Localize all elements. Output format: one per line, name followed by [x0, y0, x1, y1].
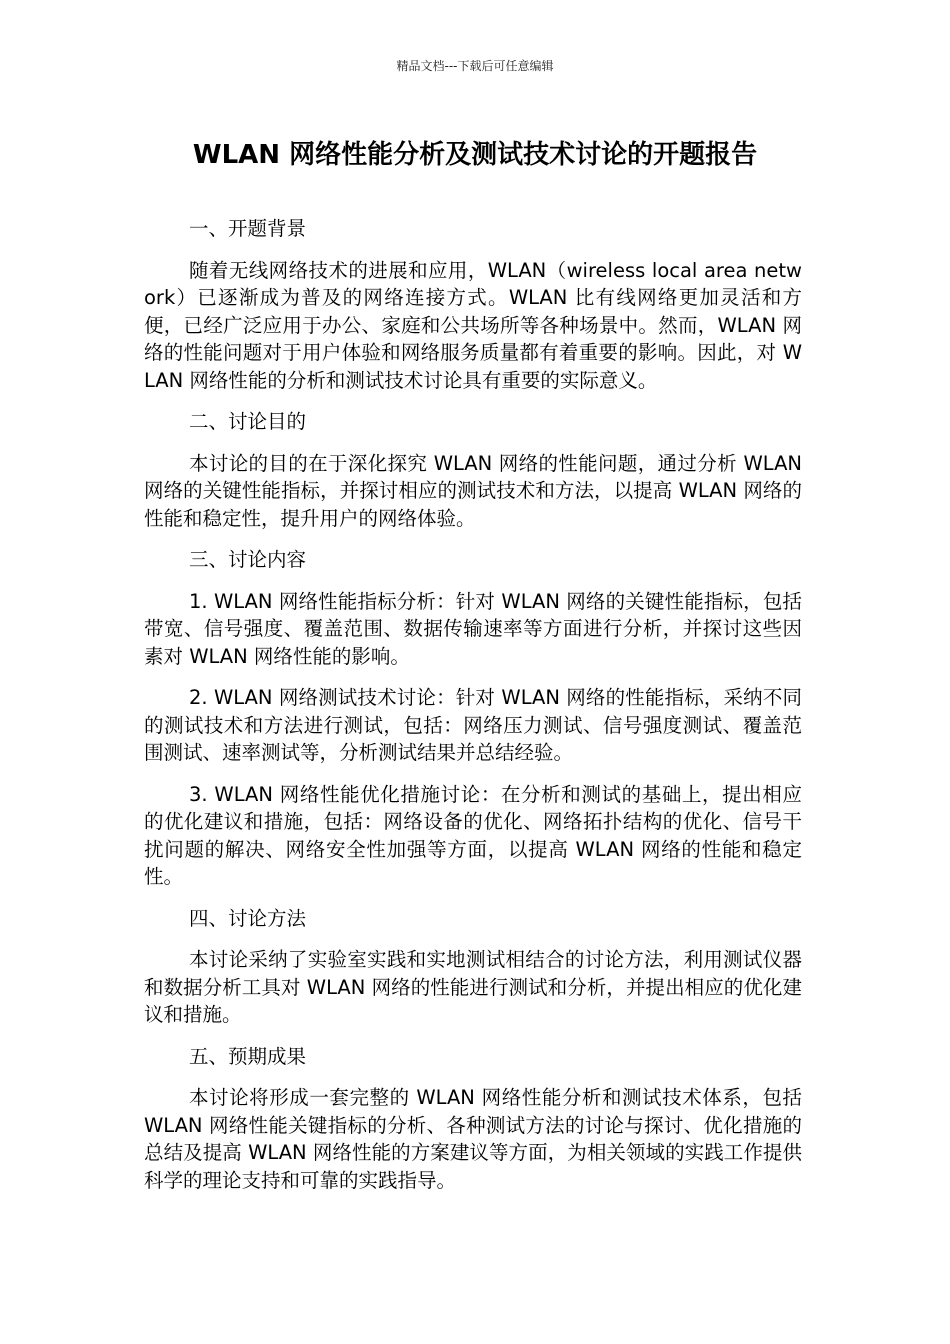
section-heading: 五、预期成果 — [189, 1044, 307, 1068]
list-item: 1. WLAN 网络性能指标分析：针对 WLAN 网络的关键性能指标，包括带宽、信号强度、覆盖范围、数据传输速率等方面进行分析，并探讨这些因素对 WLAN 网络性能的影响。 — [144, 589, 802, 668]
section-content — [144, 546, 802, 891]
paragraph: 随着无线网络技术的进展和应用，WLAN（wireless local area network）已逐渐成为普及的网络连接方式。WLAN 比有线网络更加灵活和方便，已经广泛应用于办公、家庭和公共场所等各种场景中。然而，WLAN 网络的性能问题对于用户体验和网络服务质量都有着重要的影响。因此，对 WLAN 网络性能的分析和测试技术讨论具有重要的实际意义。 — [144, 258, 802, 392]
section-heading: 四、讨论方法 — [189, 906, 307, 930]
paragraph: 本讨论将形成一套完整的 WLAN 网络性能分析和测试技术体系，包括 WLAN 网络性能关键指标的分析、各种测试方法的讨论与探讨、优化措施的总结及提高 WLAN 网络性能的方案建议等方面，为相关领域的实践工作提供科学的理论支持和可靠的实践指导。 — [144, 1086, 802, 1192]
section-heading: 一、开题背景 — [189, 217, 307, 240]
section-background — [144, 215, 802, 394]
document-title: WLAN 网络性能分析及测试技术讨论的开题报告 — [192, 140, 758, 170]
paragraph: 本讨论采纳了实验室实践和实地测试相结合的讨论方法，利用测试仪器和数据分析工具对 WLAN 网络的性能进行测试和分析，并提出相应的优化建议和措施。 — [144, 948, 802, 1026]
section-purpose — [144, 408, 802, 532]
section-method — [144, 905, 802, 1029]
list-item: 2. WLAN 网络测试技术讨论：针对 WLAN 网络的性能指标，采纳不同的测试技术和方法进行测试，包括：网络压力测试、信号强度测试、覆盖范围测试、速率测试等，分析测试结果并总结经验。 — [144, 686, 802, 764]
section-heading: 二、讨论目的 — [189, 410, 307, 433]
list-item: 3. WLAN 网络性能优化措施讨论：在分析和测试的基础上，提出相应的优化建议和措施，包括：网络设备的优化、网络拓扑结构的优化、信号干扰问题的解决、网络安全性加强等方面，以提高 WLAN 网络的性能和稳定性。 — [144, 782, 802, 888]
document-body — [144, 215, 802, 1208]
page-header: 精品文档---下载后可任意编辑 — [396, 59, 554, 73]
paragraph: 本讨论的目的在于深化探究 WLAN 网络的性能问题，通过分析 WLAN 网络的关键性能指标，并探讨相应的测试技术和方法，以提高 WLAN 网络的性能和稳定性，提升用户的网络体验。 — [144, 451, 802, 530]
section-expected-results — [144, 1043, 802, 1195]
section-heading: 三、讨论内容 — [189, 548, 307, 571]
